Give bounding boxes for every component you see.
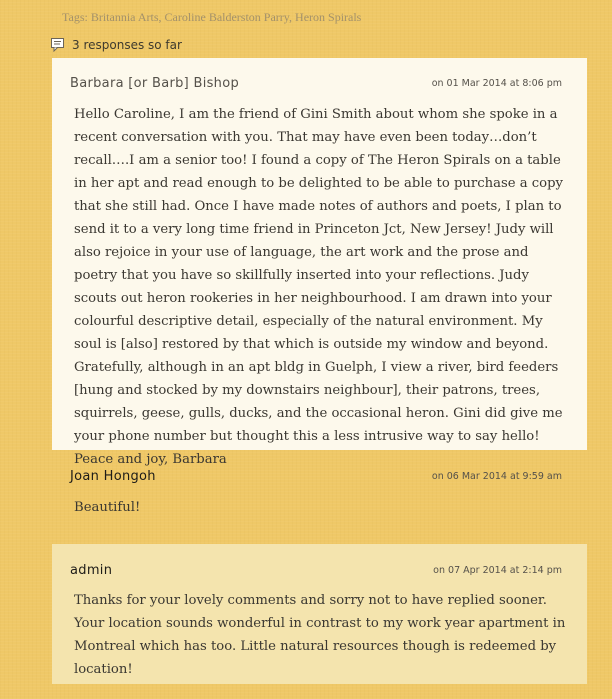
tag-link-britannia-arts[interactable]: Britannia Arts <box>90 10 159 24</box>
comment-bubble-icon <box>51 38 65 52</box>
comment-date[interactable]: on 01 Mar 2014 at 8:06 pm <box>431 78 562 89</box>
comment-date[interactable]: on 06 Mar 2014 at 9:59 am <box>431 471 562 482</box>
tags-prefix: Tags: <box>62 10 88 24</box>
comment-author[interactable]: Joan Hongoh <box>70 469 156 484</box>
responses-header <box>51 38 182 52</box>
comment-text: Thanks for your lovely comments and sorry not to have replied sooner. Your location sounds wonderful in contrast to my work year apartment in Montreal which has too. Little natural resources though is redeemed by location! <box>74 593 566 677</box>
responses-count: 3 responses so far <box>72 38 182 52</box>
comment <box>52 58 587 467</box>
comment <box>52 458 587 534</box>
comment-text: Beautiful! <box>74 500 141 515</box>
post-tags: Tags: Britannia Arts, Caroline Balderston Parry, Heron Spirals <box>62 10 362 24</box>
comment-author[interactable]: Barbara [or Barb] Bishop <box>70 76 240 91</box>
tag-link-heron-spirals[interactable]: Heron Spirals <box>295 10 362 24</box>
comment-date[interactable]: on 07 Apr 2014 at 2:14 pm <box>433 565 562 576</box>
tag-link-caroline-balderston-parry[interactable]: Caroline Balderston Parry <box>164 10 290 24</box>
comment-author[interactable]: admin <box>70 563 113 578</box>
comment-text: Hello Caroline, I am the friend of Gini Smith about whom she spoke in a recent conversation with you. That may have even been today…don’t recall….I am a senior too! I found a copy of The Heron Spirals on a table in her apt and read enough to be delighted to be able to purchase a copy that she still had. Once I have made notes of authors and poets, I plan to send it to a very long time friend in Princeton Jct, New Jersey! Judy will also rejoice in your use of language, the art work and the prose and poetry that you have so skillfully inserted into your reflections. Judy scouts out heron rookeries in her neighbourhood. I am drawn into your colourful descriptive detail, especially of the natural environment. My soul is [also] restored by that which is outside my window and beyond. Gratefully, although in an apt bldg in Guelph, I view a river, bird feeders [hung and stocked by my downstairs neighbour], their patrons, trees, squirrels, geese, gulls, ducks, and the occasional heron. Gini did give me your phone number but thought this a less intrusive way to say hello! Peace and joy, Barbara <box>74 107 563 467</box>
comment <box>52 544 587 684</box>
